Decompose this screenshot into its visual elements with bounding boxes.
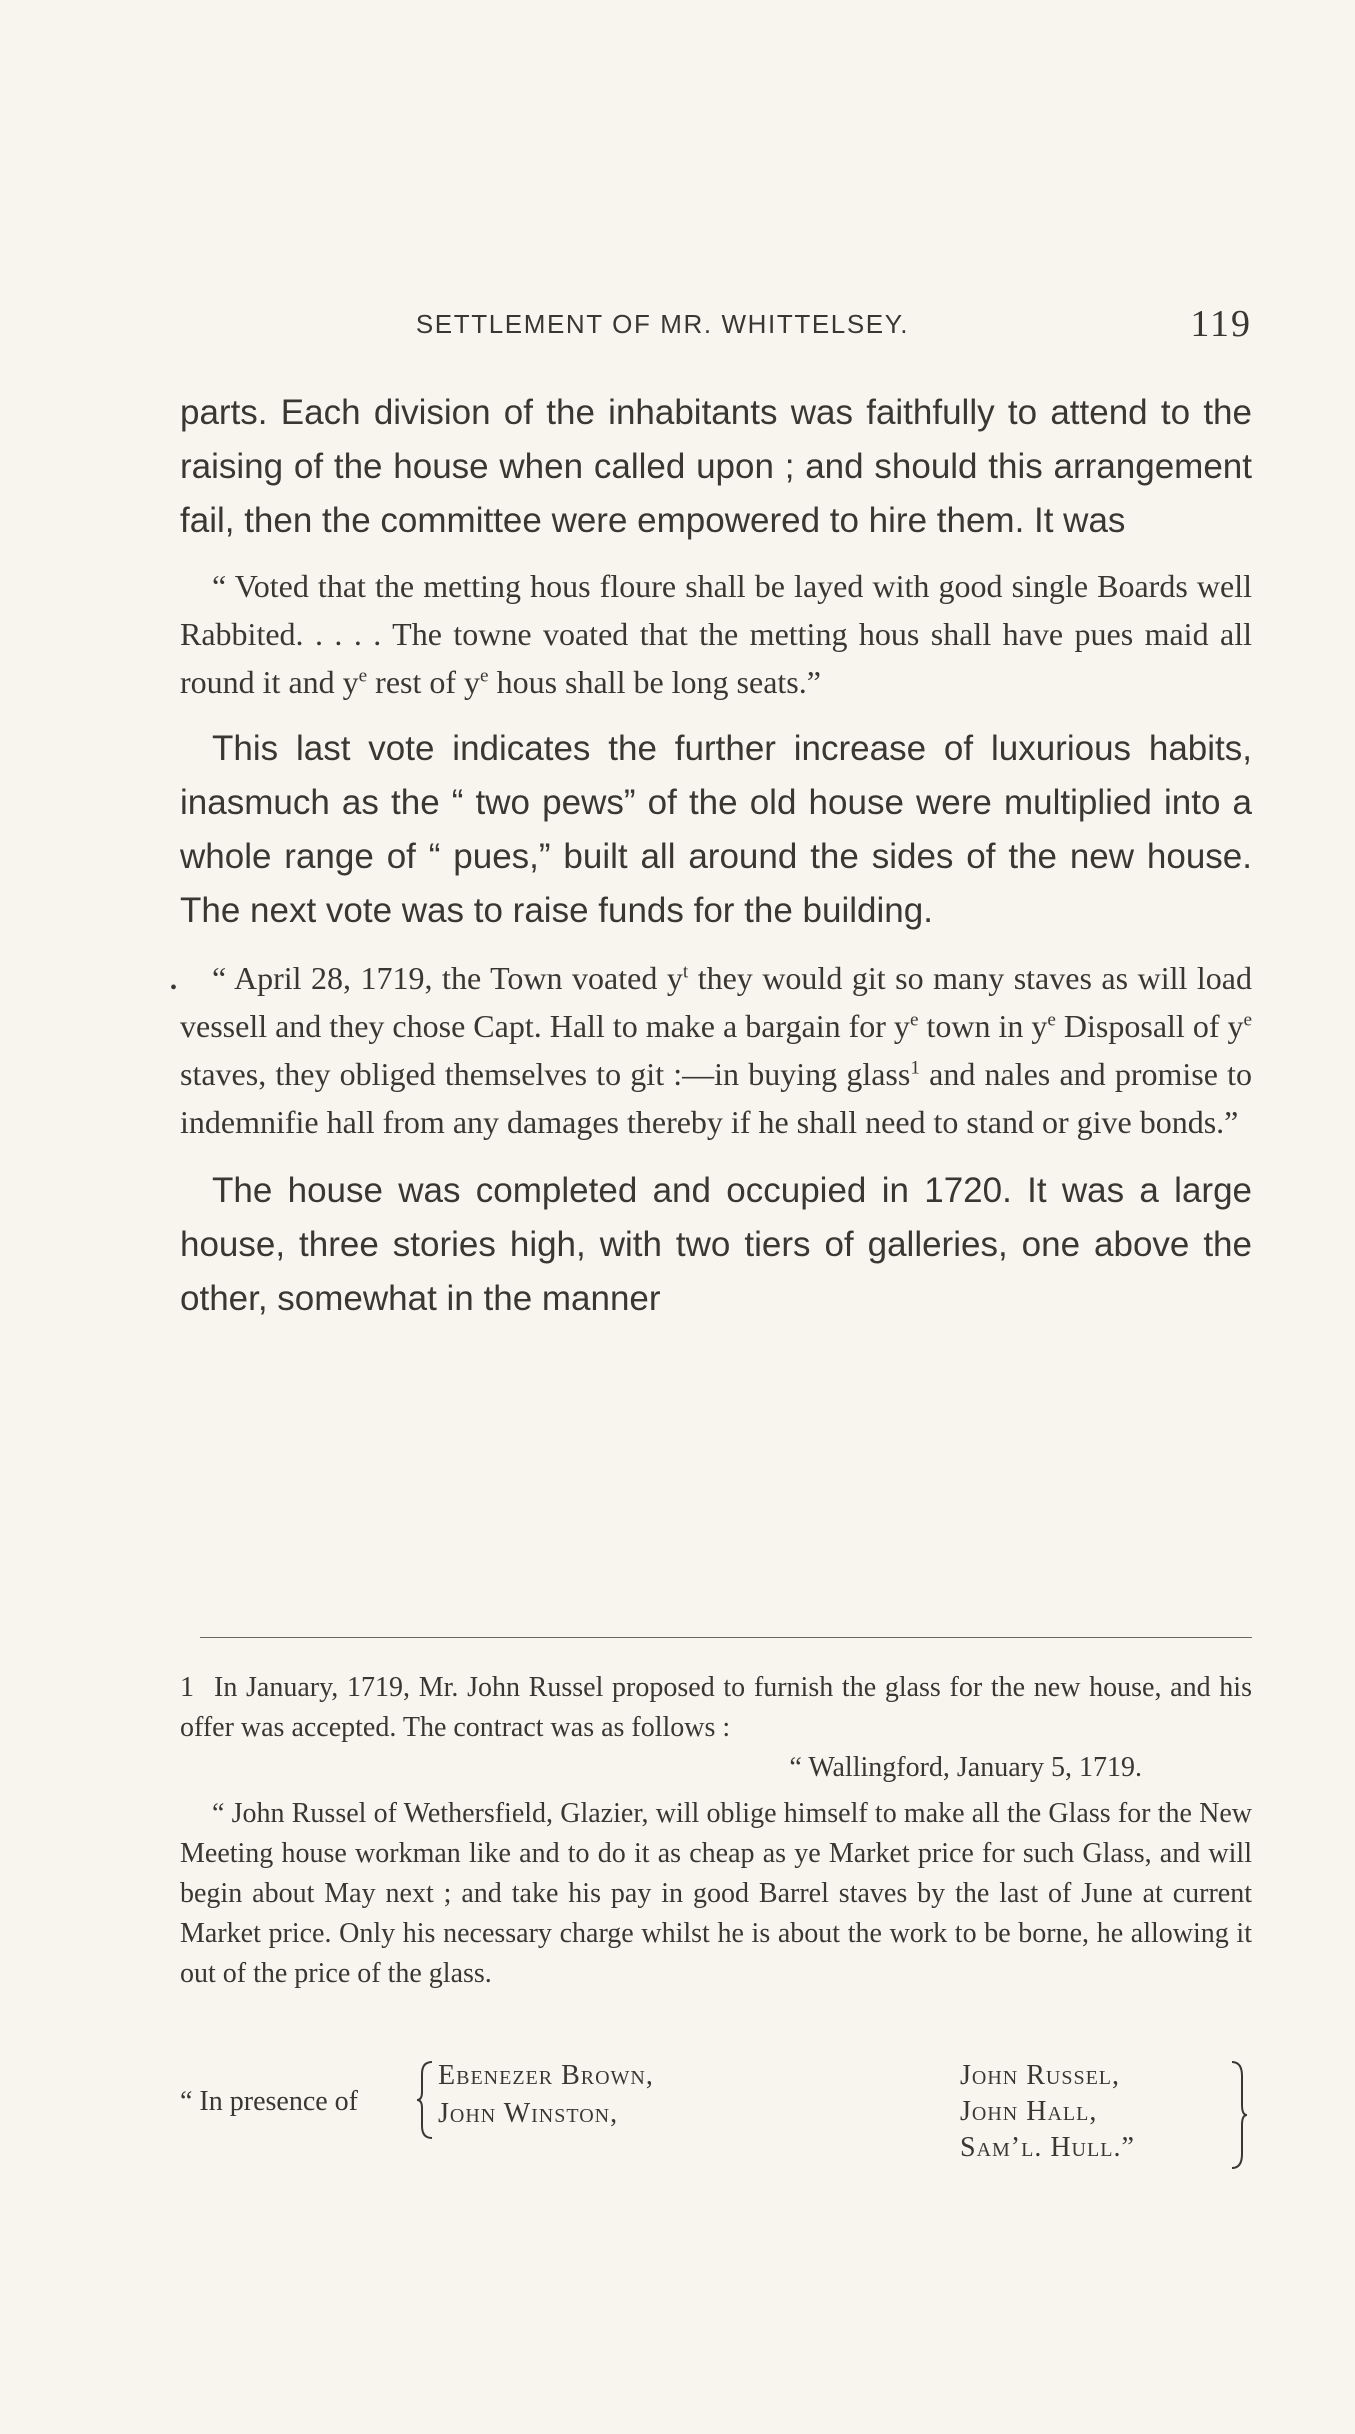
quote-2-text-b: they would git so many staves as will load vessell and they chose Capt. Hall to make a bargain for y (180, 960, 1253, 1044)
signature-block (180, 2060, 1252, 2170)
superscript: e (358, 665, 368, 687)
paragraph-3-text: The house was completed and occupied in 1720. It was a large house, three stories high, with two tiers of galleries, one above the other, somewhat in the manner (180, 1171, 1252, 1318)
superscript: e (909, 1009, 919, 1031)
footnote-rule (200, 1637, 1252, 1638)
quote-2-text-e: staves, they obliged themselves to git :—in buying glass (180, 1056, 911, 1092)
presence-label: “ In presence of (180, 2086, 359, 2117)
running-head: SETTLEMENT OF MR. WHITTELSEY. (415, 309, 910, 339)
paragraph-2-text: This last vote indicates the further increase of luxurious habits, inasmuch as the “ two pews” of the old house were multiplied into a whole range of “ pues,” built all around the sides of the new house. The next vote was to raise funds for the building. (180, 729, 1252, 930)
quote-1 (180, 562, 1252, 706)
quote-2-text-c: town in y (918, 1008, 1048, 1044)
footnote-paragraph-2-text: “ John Russel of Wethersfield, Glazier, will oblige himself to make all the Glass for the New Meeting house workman like and to do it as cheap as ye Market price for such Glass, and will begin about May next ; and take his pay in good Barrel staves by the last of June at current Market price. Only his necessary charge whilst he is about the work to be borne, he allowing it out of the price of the glass. (180, 1798, 1252, 1989)
footnotes (180, 1668, 1252, 1994)
page-header (180, 304, 1252, 354)
paragraph-2 (180, 722, 1252, 938)
witness-1: Ebenezer Brown, (438, 2060, 654, 2091)
footnote-paragraph-2 (180, 1794, 1252, 1994)
right-brace-icon (1230, 2060, 1248, 2170)
quote-1-text-a: “ Voted that the metting hous floure shall be layed with good single Boards well Rabbited. . . . . The towne voated that the metting hous shall have pues maid all round it and y (180, 568, 1252, 700)
quote-2-text-d: Disposall of y (1055, 1008, 1244, 1044)
footnote-number: 1 (180, 1672, 194, 1703)
quote-2 (180, 954, 1252, 1146)
paragraph-3 (180, 1164, 1252, 1326)
signer-2: John Hall, (960, 2096, 1098, 2127)
main-text (180, 386, 1252, 1326)
superscript: t (682, 961, 689, 983)
superscript: e (480, 665, 489, 687)
footnote-dateline: “ Wallingford, January 5, 1719. (789, 1752, 1142, 1783)
superscript: e (1047, 1009, 1056, 1031)
signer-3: Sam’l. Hull.” (960, 2132, 1135, 2163)
footnote-1 (180, 1668, 1252, 1748)
signer-1: John Russel, (960, 2060, 1121, 2091)
paragraph-1: parts. Each division of the inhabitants was faithfully to attend to the raising of the house when called upon ; and should this arrangement fail, then the committee were empowered to hire them. It was (180, 393, 1252, 540)
footnote-text: In January, 1719, Mr. John Russel proposed to furnish the glass for the new house, and his offer was accepted. The contract was as follows : (180, 1672, 1252, 1743)
quote-2-text-f: and nales and promise to indemnifie hall from any damages thereby if he shall need to stand or give bonds.” (180, 1056, 1253, 1140)
witness-2: John Winston, (438, 2098, 619, 2129)
stray-print-mark: • (170, 977, 178, 999)
quote-2-text-a: “ April 28, 1719, the Town voated y (212, 960, 683, 996)
superscript: e (1243, 1009, 1253, 1031)
footnote-ref: 1 (910, 1057, 920, 1079)
quote-1-text-b: rest of y (367, 664, 481, 700)
quote-1-text-c: hous shall be long seats.” (488, 664, 821, 700)
page-number: 119 (1190, 303, 1252, 345)
left-brace-icon (416, 2060, 434, 2140)
